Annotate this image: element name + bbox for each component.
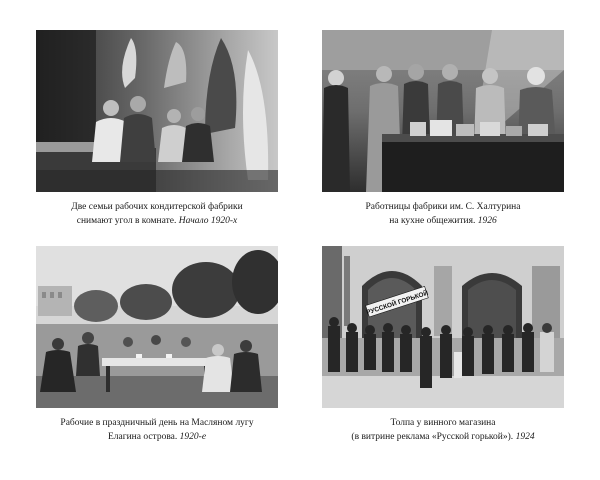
caption-date: 1920-е [179,432,207,442]
caption-line-1: Толпа у винного магазина [390,418,496,428]
caption-line-1: Две семьи рабочих кондитерской фабрики [71,202,243,212]
caption-line-2: (в витрине реклама «Русской горькой»). [351,432,516,442]
photo-cell-2 [322,30,564,238]
photo-cell-4 [322,246,564,454]
caption-date: 1924 [515,432,535,442]
photo-cell-1 [36,30,278,238]
caption-line-1: Рабочие в праздничный день на Масляном лугу [60,418,254,428]
photo-caption-1 [36,200,278,228]
caption-line-1: Работницы фабрики им. С. Халтурина [365,202,521,212]
photo-wine-shop-crowd [322,246,564,408]
photo-caption-2 [322,200,564,228]
caption-date: Начало 1920-х [178,216,238,226]
caption-line-2: Елагина острова. [107,432,180,442]
photo-dormitory-kitchen [322,30,564,192]
caption-date: 1926 [477,216,497,226]
shop-sign-text: РУССКОЙ ГОРЬКОЙ [365,289,430,317]
photo-holiday-meadow [36,246,278,408]
caption-line-2: снимают угол в комнате. [76,216,179,226]
photo-families-room [36,30,278,192]
caption-line-2: на кухне общежития. [389,216,478,226]
photo-cell-3 [36,246,278,454]
photo-grid [36,30,564,460]
photo-caption-3 [36,416,278,444]
photo-caption-4 [322,416,564,444]
